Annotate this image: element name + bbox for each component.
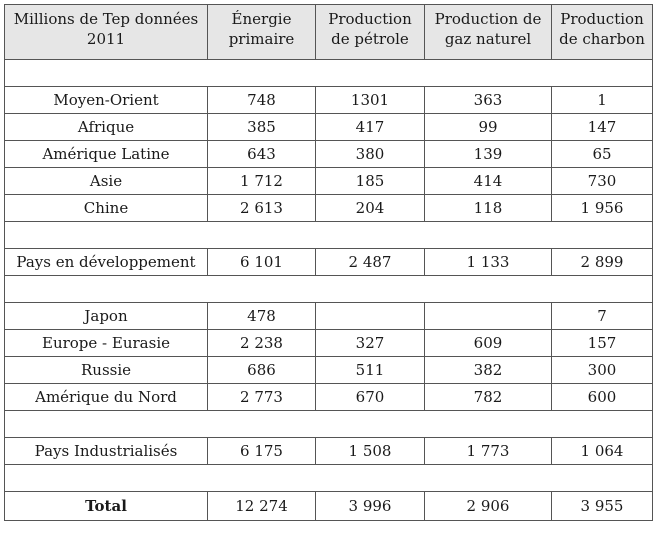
region-cell: Amérique Latine	[5, 141, 208, 168]
oil-cell	[316, 303, 425, 330]
primary-energy-cell: 1 712	[208, 168, 316, 195]
header-primary-energy: Énergie primaire	[208, 5, 316, 60]
coal-cell: 7	[552, 303, 653, 330]
region-cell: Europe - Eurasie	[5, 330, 208, 357]
table-row	[5, 303, 653, 330]
oil-cell: 2 487	[316, 249, 425, 276]
table-row	[5, 195, 653, 222]
region-cell: Asie	[5, 168, 208, 195]
primary-energy-cell: 643	[208, 141, 316, 168]
gas-cell: 139	[425, 141, 552, 168]
oil-cell: 511	[316, 357, 425, 384]
region-cell: Japon	[5, 303, 208, 330]
table-row	[5, 114, 653, 141]
spacer-cell	[5, 60, 653, 87]
header-region: Millions de Tep données 2011	[5, 5, 208, 60]
region-cell: Amérique du Nord	[5, 384, 208, 411]
primary-energy-cell: 2 238	[208, 330, 316, 357]
table-row	[5, 330, 653, 357]
primary-energy-cell: 2 613	[208, 195, 316, 222]
gas-cell: 609	[425, 330, 552, 357]
gas-cell: 414	[425, 168, 552, 195]
energy-production-table	[4, 4, 653, 521]
header-coal-production: Production de charbon	[552, 5, 653, 60]
spacer-row	[5, 411, 653, 438]
header-oil-production: Production de pétrole	[316, 5, 425, 60]
oil-cell: 327	[316, 330, 425, 357]
region-cell: Pays Industrialisés	[5, 438, 208, 465]
spacer-row	[5, 276, 653, 303]
coal-cell: 730	[552, 168, 653, 195]
coal-cell: 157	[552, 330, 653, 357]
oil-cell: 380	[316, 141, 425, 168]
coal-cell: 65	[552, 141, 653, 168]
total-gas: 2 906	[425, 492, 552, 521]
coal-cell: 147	[552, 114, 653, 141]
total-coal: 3 955	[552, 492, 653, 521]
spacer-cell	[5, 411, 653, 438]
primary-energy-cell: 6 101	[208, 249, 316, 276]
header-gas-production: Production de gaz naturel	[425, 5, 552, 60]
total-primary-energy: 12 274	[208, 492, 316, 521]
gas-cell: 363	[425, 87, 552, 114]
oil-cell: 204	[316, 195, 425, 222]
table-row	[5, 168, 653, 195]
table-row	[5, 141, 653, 168]
coal-cell: 1 064	[552, 438, 653, 465]
total-oil: 3 996	[316, 492, 425, 521]
subtotal-row-developing	[5, 249, 653, 276]
primary-energy-cell: 6 175	[208, 438, 316, 465]
spacer-row	[5, 222, 653, 249]
coal-cell: 1	[552, 87, 653, 114]
region-cell: Afrique	[5, 114, 208, 141]
oil-cell: 417	[316, 114, 425, 141]
oil-cell: 670	[316, 384, 425, 411]
table-row	[5, 384, 653, 411]
spacer-cell	[5, 276, 653, 303]
gas-cell: 1 133	[425, 249, 552, 276]
region-cell: Chine	[5, 195, 208, 222]
gas-cell: 782	[425, 384, 552, 411]
oil-cell: 1301	[316, 87, 425, 114]
spacer-row	[5, 465, 653, 492]
coal-cell: 2 899	[552, 249, 653, 276]
oil-cell: 1 508	[316, 438, 425, 465]
spacer-cell	[5, 222, 653, 249]
region-cell: Pays en développement	[5, 249, 208, 276]
primary-energy-cell: 385	[208, 114, 316, 141]
header-row	[5, 5, 653, 60]
region-cell: Moyen-Orient	[5, 87, 208, 114]
subtotal-row-industrialized	[5, 438, 653, 465]
table-row	[5, 357, 653, 384]
total-row	[5, 492, 653, 521]
total-label: Total	[5, 492, 208, 521]
coal-cell: 600	[552, 384, 653, 411]
gas-cell: 382	[425, 357, 552, 384]
energy-table-container	[4, 4, 653, 521]
gas-cell: 1 773	[425, 438, 552, 465]
gas-cell	[425, 303, 552, 330]
gas-cell: 118	[425, 195, 552, 222]
coal-cell: 300	[552, 357, 653, 384]
coal-cell: 1 956	[552, 195, 653, 222]
gas-cell: 99	[425, 114, 552, 141]
table-row	[5, 87, 653, 114]
spacer-row	[5, 60, 653, 87]
primary-energy-cell: 2 773	[208, 384, 316, 411]
oil-cell: 185	[316, 168, 425, 195]
spacer-cell	[5, 465, 653, 492]
primary-energy-cell: 748	[208, 87, 316, 114]
region-cell: Russie	[5, 357, 208, 384]
primary-energy-cell: 478	[208, 303, 316, 330]
primary-energy-cell: 686	[208, 357, 316, 384]
